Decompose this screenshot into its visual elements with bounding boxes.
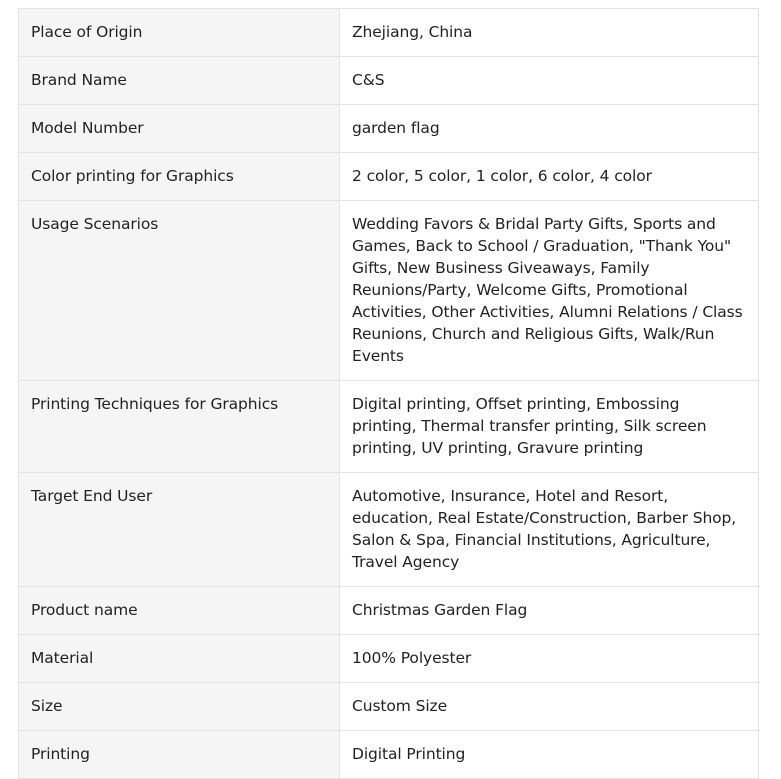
table-row <box>19 473 759 587</box>
table-row <box>19 683 759 731</box>
table-row <box>19 201 759 381</box>
attribute-label: Color printing for Graphics <box>19 153 340 201</box>
attribute-value: Digital Printing <box>340 731 759 779</box>
attribute-value: Digital printing, Offset printing, Embossing printing, Thermal transfer printing, Silk screen printing, UV printing, Gravure printing <box>340 381 759 473</box>
table-row <box>19 635 759 683</box>
attribute-label: Product name <box>19 587 340 635</box>
attribute-value: 2 color, 5 color, 1 color, 6 color, 4 color <box>340 153 759 201</box>
attribute-label: Brand Name <box>19 57 340 105</box>
attribute-label: Printing Techniques for Graphics <box>19 381 340 473</box>
attribute-value: C&S <box>340 57 759 105</box>
attribute-label: Size <box>19 683 340 731</box>
attribute-label: Usage Scenarios <box>19 201 340 381</box>
table-row <box>19 587 759 635</box>
attribute-value: 100% Polyester <box>340 635 759 683</box>
product-attributes-table <box>18 8 759 779</box>
attribute-label: Target End User <box>19 473 340 587</box>
attribute-label: Material <box>19 635 340 683</box>
table-row <box>19 57 759 105</box>
attribute-value: Zhejiang, China <box>340 9 759 57</box>
attribute-value: Custom Size <box>340 683 759 731</box>
attribute-value: Christmas Garden Flag <box>340 587 759 635</box>
attribute-label: Place of Origin <box>19 9 340 57</box>
table-row <box>19 153 759 201</box>
attribute-value: Wedding Favors & Bridal Party Gifts, Sports and Games, Back to School / Graduation, "Thank You" Gifts, New Business Giveaways, Family Reunions/Party, Welcome Gifts, Promotional Activities, Other Activities, Alumni Relations / Class Reunions, Church and Religious Gifts, Walk/Run Events <box>340 201 759 381</box>
attribute-label: Model Number <box>19 105 340 153</box>
attribute-value: Automotive, Insurance, Hotel and Resort, education, Real Estate/Construction, Barber Shop, Salon & Spa, Financial Institutions, Agriculture, Travel Agency <box>340 473 759 587</box>
table-row <box>19 9 759 57</box>
attribute-label: Printing <box>19 731 340 779</box>
table-row <box>19 731 759 779</box>
table-row <box>19 105 759 153</box>
table-row <box>19 381 759 473</box>
attribute-value: garden flag <box>340 105 759 153</box>
